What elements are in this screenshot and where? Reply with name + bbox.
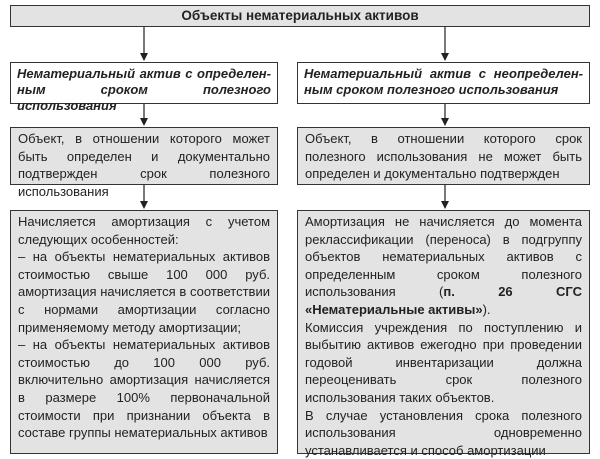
right-details-p1-end: ). xyxy=(482,301,491,317)
diagram-title: Объекты нематериальных активов xyxy=(10,5,590,27)
right-details-box xyxy=(297,210,590,458)
left-details-item-1: – на объекты нематериальных активов стоимостью свыше 100 000 руб. амортизация начисляется в соответствии с нормами амортизации согласно применяемому методу амортизации; xyxy=(18,249,270,335)
right-details-paragraph-3: В случае установления срока полезного использования одновременно устанавливается и способ амортизации xyxy=(305,407,582,458)
right-details-p1-reference: п. 26 СГС «Нематериальные активы» xyxy=(305,284,583,317)
right-details-p1-text: Амортизация не начисляется до момента реклассификации (переноса) в подгруппу объектов нематериальных активов с определенным сроком полезного использования ( xyxy=(305,214,582,300)
left-details-box xyxy=(10,210,278,454)
left-details-intro: Начисляется амортизация с учетом следующих особенностей: xyxy=(18,214,270,247)
left-details-item-2: – на объекты нематериальных активов стоимостью до 100 000 руб. включительно амортизация начисляется в размере 100% первоначальной стоимости при признании объекта в составе группы нематериальных активов xyxy=(18,337,270,441)
left-definition-box xyxy=(10,127,278,199)
left-header-box xyxy=(10,62,278,113)
left-definition-text: Объект, в отношении которого может быть определен и документально подтвержден срок полезного использования xyxy=(18,131,270,199)
right-details-paragraph-1 xyxy=(305,213,582,319)
right-header-box xyxy=(297,62,590,104)
left-header-line-2: ным сроком полезного использования xyxy=(17,82,271,113)
right-header-line-1: Нематериальный актив с неопределен- xyxy=(304,66,583,81)
right-definition-text: Объект, в отношении которого срок полезного использования не может быть определен и документально подтвержден xyxy=(305,131,582,182)
left-header-line-1: Нематериальный актив с определен- xyxy=(17,66,271,81)
right-header-line-2: ным сроком полезного использования xyxy=(304,82,559,97)
right-definition-box xyxy=(297,127,590,185)
right-details-paragraph-2: Комиссия учреждения по поступлению и выбытию активов ежегодно при проведении годовой инвентаризации должна переоценивать срок полезного использования таких объектов. xyxy=(305,319,582,405)
